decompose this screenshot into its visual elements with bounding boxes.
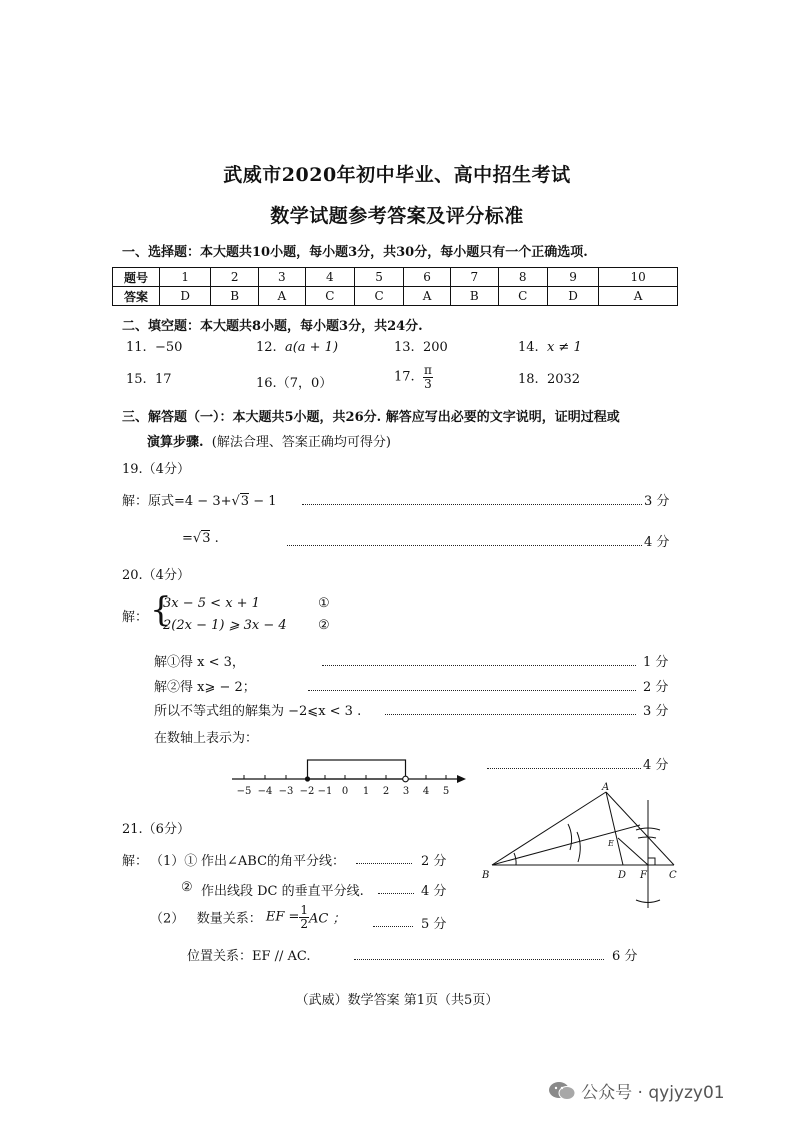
item-answer: a(a + 1) [284, 340, 339, 355]
point-label-c: C [669, 870, 677, 881]
table-cell: 2 [211, 268, 259, 287]
watermark [547, 1078, 725, 1103]
q21-part2-text: 作出线段 DC 的垂直平分线. [201, 884, 364, 899]
item-number: 11. [126, 340, 147, 355]
score-label: 5 分 [421, 917, 447, 932]
relation-label: 数量关系： [196, 911, 262, 927]
item-number: 14. [518, 340, 539, 355]
number-line [228, 752, 473, 796]
axis-tick-label: 2 [382, 786, 390, 796]
axis-tick-label: −5 [236, 786, 252, 796]
table-cell: A [258, 287, 305, 306]
point-label-e: E [608, 839, 614, 848]
fill-item [518, 340, 582, 355]
item-answer: 200 [422, 340, 448, 355]
solve-label: 解： [122, 854, 149, 869]
table-cell: C [305, 287, 354, 306]
axis-tick-label: −4 [257, 786, 273, 796]
axis-tick-label: 0 [341, 786, 349, 796]
axis-tick-label: −3 [278, 786, 294, 796]
segment-ad [606, 792, 623, 865]
fraction-denominator: 2 [300, 916, 309, 931]
dotted-leader [322, 665, 636, 666]
section3-heading: 三、解答题（一）：本大题共5小题，共26分. 解答应写出必要的文字说明，证明过程或 [122, 410, 620, 425]
arc-mark [638, 837, 656, 838]
table-header-cell: 答案 [113, 287, 160, 306]
wechat-icon [547, 1080, 577, 1102]
dotted-leader [287, 545, 642, 546]
q21-part1-label: （1）① [150, 854, 198, 869]
table-cell: 9 [547, 268, 598, 287]
relation-rhs: AC ； [309, 911, 346, 927]
fill-item [126, 340, 182, 355]
item-answer: 2032 [546, 372, 581, 387]
score-label: 4 分 [421, 884, 447, 899]
expression: − 1 [249, 494, 277, 509]
equation-mark-2: ② [318, 618, 330, 633]
table-cell: 1 [160, 268, 211, 287]
fraction-denominator: 3 [424, 376, 432, 391]
axis-tick-label: 4 [422, 786, 430, 796]
item-number: 15. [126, 372, 147, 387]
right-angle-mark [648, 858, 655, 865]
item-number: 18. [518, 372, 539, 387]
q20-title: 20.（4分） [122, 568, 190, 583]
arc-mark [568, 824, 572, 850]
equation-2: 2(2x − 1) ⩾ 3x − 4 [163, 618, 287, 633]
q20-step3: 所以不等式组的解集为 −2⩽x < 3 . [154, 704, 362, 719]
table-cell: 3 [258, 268, 305, 287]
item-number: 12. [256, 340, 277, 355]
axis-tick-label: −2 [299, 786, 315, 796]
expression: . [210, 531, 219, 546]
relation-lhs: EF = [265, 909, 300, 925]
sqrt-radicand: 3 [240, 494, 250, 509]
fraction-numerator: π [423, 363, 432, 377]
fill-item [256, 372, 332, 391]
item-number: 17. [394, 369, 415, 385]
table-cell: A [404, 287, 451, 306]
fraction [299, 904, 309, 930]
score-label: 3 分 [643, 704, 669, 719]
expression: = [182, 531, 193, 546]
dotted-leader [385, 714, 636, 715]
closed-point [305, 776, 310, 781]
dotted-leader [356, 863, 412, 864]
point-label-a: A [602, 782, 610, 793]
table-cell: 5 [354, 268, 403, 287]
sqrt-radicand: 3 [202, 531, 211, 546]
open-point [403, 776, 409, 782]
axis-tick-label: 3 [402, 786, 410, 796]
q20-step2: 解②得 x⩾ − 2； [154, 680, 256, 695]
section1-heading: 一、选择题：本大题共10小题，每小题3分，共30分，每小题只有一个正确选项. [122, 245, 588, 260]
fraction-numerator: 1 [300, 903, 309, 917]
score-label: 6 分 [612, 949, 638, 964]
fraction [423, 364, 433, 390]
q20-step4: 在数轴上表示为： [154, 731, 259, 746]
solve-label: 解： [122, 610, 149, 625]
watermark-text: 公众号 · qyjyzy01 [581, 1083, 725, 1103]
item-number: 13. [394, 340, 415, 355]
geometry-figure [478, 780, 684, 915]
item-answer: x ≠ 1 [546, 340, 582, 355]
table-cell: A [599, 287, 678, 306]
table-header-cell: 题号 [113, 268, 160, 287]
item-answer: −50 [154, 340, 183, 355]
expression: =4 − 3+ [174, 494, 232, 509]
q21-title: 21.（6分） [122, 822, 190, 837]
page-subtitle: 数学试题参考答案及评分标准 [270, 205, 524, 227]
dotted-leader [308, 690, 636, 691]
table-cell: B [211, 287, 259, 306]
score-label: 4 分 [644, 535, 670, 550]
fill-item [126, 372, 172, 387]
arc-mark [577, 832, 580, 862]
dotted-leader [373, 926, 413, 927]
point-label-b: B [482, 870, 490, 881]
q21-part1-text: 作出∠ABC的角平分线： [201, 854, 346, 869]
fill-item [394, 364, 433, 390]
point-label-f: F [640, 870, 647, 881]
section3-heading-line2 [147, 431, 391, 450]
axis-tick-label: −1 [317, 786, 333, 796]
table-cell: B [451, 287, 499, 306]
score-label: 3 分 [644, 494, 670, 509]
dotted-leader [354, 959, 604, 960]
equation-1: 3x − 5 < x + 1 [163, 596, 260, 611]
segment-ba [492, 792, 606, 865]
page-title: 武威市2020年初中毕业、高中招生考试 [223, 164, 571, 186]
table-cell: D [547, 287, 598, 306]
part-label: （2） [150, 911, 185, 927]
q20-step1: 解①得 x < 3， [154, 655, 245, 670]
point-label-d: D [618, 870, 627, 881]
table-cell: C [498, 287, 547, 306]
q21-part4: 位置关系：EF // AC. [187, 949, 311, 964]
fill-item [394, 340, 448, 355]
q19-title: 19.（4分） [122, 462, 190, 477]
item-number: 16. [256, 376, 277, 391]
item-answer: （7，0） [276, 376, 333, 391]
q21-part2-label: ② [181, 880, 193, 895]
axis-tick-label: 1 [362, 786, 370, 796]
solve-label: 解：原式 [122, 494, 175, 509]
table-cell: 10 [599, 268, 678, 287]
equation-mark-1: ① [318, 596, 330, 611]
angle-bisector [492, 825, 640, 865]
page-footer: （武威）数学答案 第1页（共5页） [295, 993, 499, 1008]
q21-part3 [150, 904, 346, 930]
table-row [113, 268, 678, 287]
q19-line2: =√3 . [182, 531, 219, 546]
dotted-leader [302, 504, 642, 505]
score-label: 1 分 [643, 655, 669, 670]
score-label: 4 分 [643, 758, 669, 773]
fill-item [256, 340, 338, 355]
section3-heading-bold: 演算步骤. [147, 435, 204, 450]
fill-item [518, 372, 580, 387]
score-label: 2 分 [421, 854, 447, 869]
axis-tick-label: 5 [442, 786, 450, 796]
table-cell: 4 [305, 268, 354, 287]
q19-line1: 解：原式=4 − 3+√3 − 1 [122, 494, 277, 509]
table-cell: 7 [451, 268, 499, 287]
answer-table [112, 267, 678, 306]
table-cell: 8 [498, 268, 547, 287]
table-cell: 6 [404, 268, 451, 287]
item-answer: 17 [154, 372, 172, 387]
table-row [113, 287, 678, 306]
table-cell: C [354, 287, 403, 306]
score-label: 2 分 [643, 680, 669, 695]
table-cell: D [160, 287, 211, 306]
dotted-leader [487, 768, 641, 769]
section2-heading: 二、填空题：本大题共8小题，每小题3分，共24分. [122, 319, 423, 334]
dotted-leader [378, 893, 414, 894]
section3-note: (解法合理、答案正确均可得分) [211, 435, 391, 450]
system-brace: { [150, 590, 172, 630]
